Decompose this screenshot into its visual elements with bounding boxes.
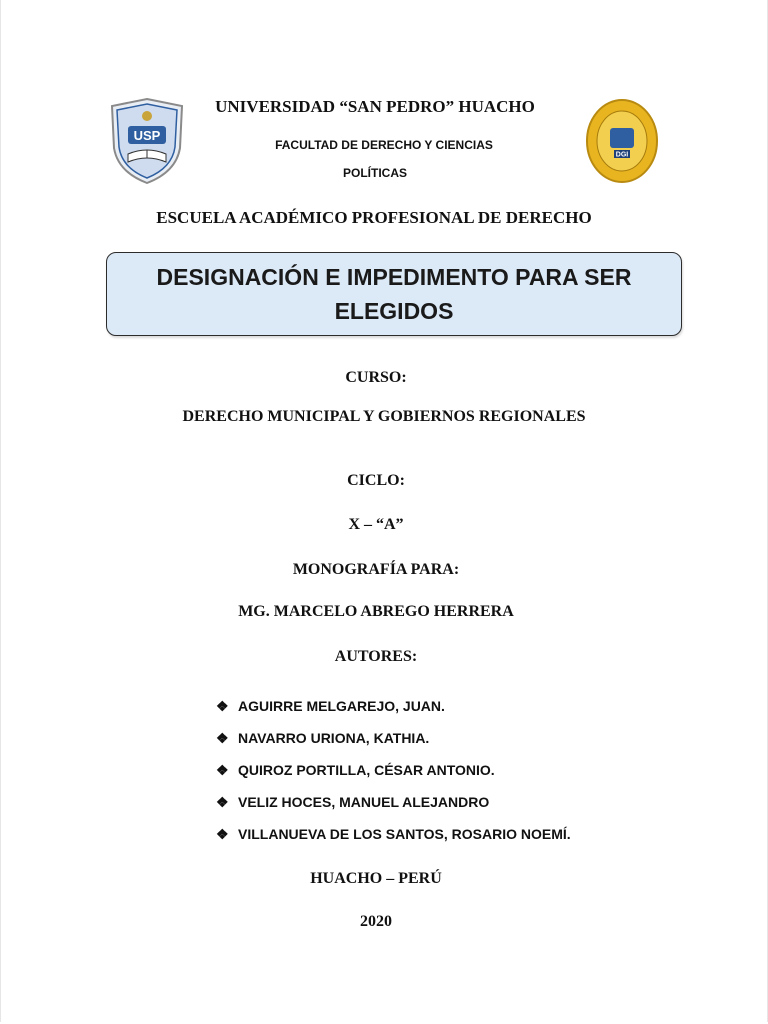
list-item <box>216 786 676 818</box>
author-name: VELIZ HOCES, MANUEL ALEJANDRO <box>238 794 490 810</box>
advisor-name: MG. MARCELO ABREGO HERRERA <box>238 603 514 620</box>
dgi-seal-logo <box>584 96 660 186</box>
authors-label: AUTORES: <box>334 648 418 665</box>
faculty-line-1: FACULTAD DE DERECHO Y CIENCIAS <box>275 138 493 152</box>
list-item <box>216 722 676 754</box>
diamond-bullet-icon: ❖ <box>216 761 229 778</box>
author-name: AGUIRRE MELGAREJO, JUAN. <box>238 698 445 714</box>
diamond-bullet-icon: ❖ <box>216 729 229 746</box>
school-name: ESCUELA ACADÉMICO PROFESIONAL DE DERECHO <box>156 208 592 227</box>
author-name: QUIROZ PORTILLA, CÉSAR ANTONIO. <box>238 762 495 778</box>
place: HUACHO – PERÚ <box>310 870 442 887</box>
faculty-line-2: POLÍTICAS <box>342 166 407 180</box>
usp-logo <box>106 96 188 186</box>
list-item <box>216 754 676 786</box>
dgi-logo-text: DGI <box>615 151 629 159</box>
title-box <box>106 252 682 336</box>
author-name: NAVARRO URIONA, KATHIA. <box>238 730 430 746</box>
diamond-bullet-icon: ❖ <box>216 697 229 714</box>
author-name: VILLANUEVA DE LOS SANTOS, ROSARIO NOEMÍ. <box>238 826 571 842</box>
cycle-value: X – “A” <box>348 516 404 533</box>
usp-logo-text: USP <box>133 128 161 143</box>
diamond-bullet-icon: ❖ <box>216 793 229 810</box>
authors-list <box>216 690 676 850</box>
year: 2020 <box>360 913 392 930</box>
cycle-label: CICLO: <box>347 472 405 489</box>
list-item <box>216 690 676 722</box>
course-label: CURSO: <box>345 369 407 386</box>
list-item <box>216 818 676 850</box>
monograph-label: MONOGRAFÍA PARA: <box>292 561 460 578</box>
diamond-bullet-icon: ❖ <box>216 825 229 842</box>
university-name: UNIVERSIDAD “SAN PEDRO” HUACHO <box>215 97 535 116</box>
course-name: DERECHO MUNICIPAL Y GOBIERNOS REGIONALES <box>182 408 586 425</box>
document-title: DESIGNACIÓN E IMPEDIMENTO PARA SER ELEGIDOS <box>156 264 632 324</box>
